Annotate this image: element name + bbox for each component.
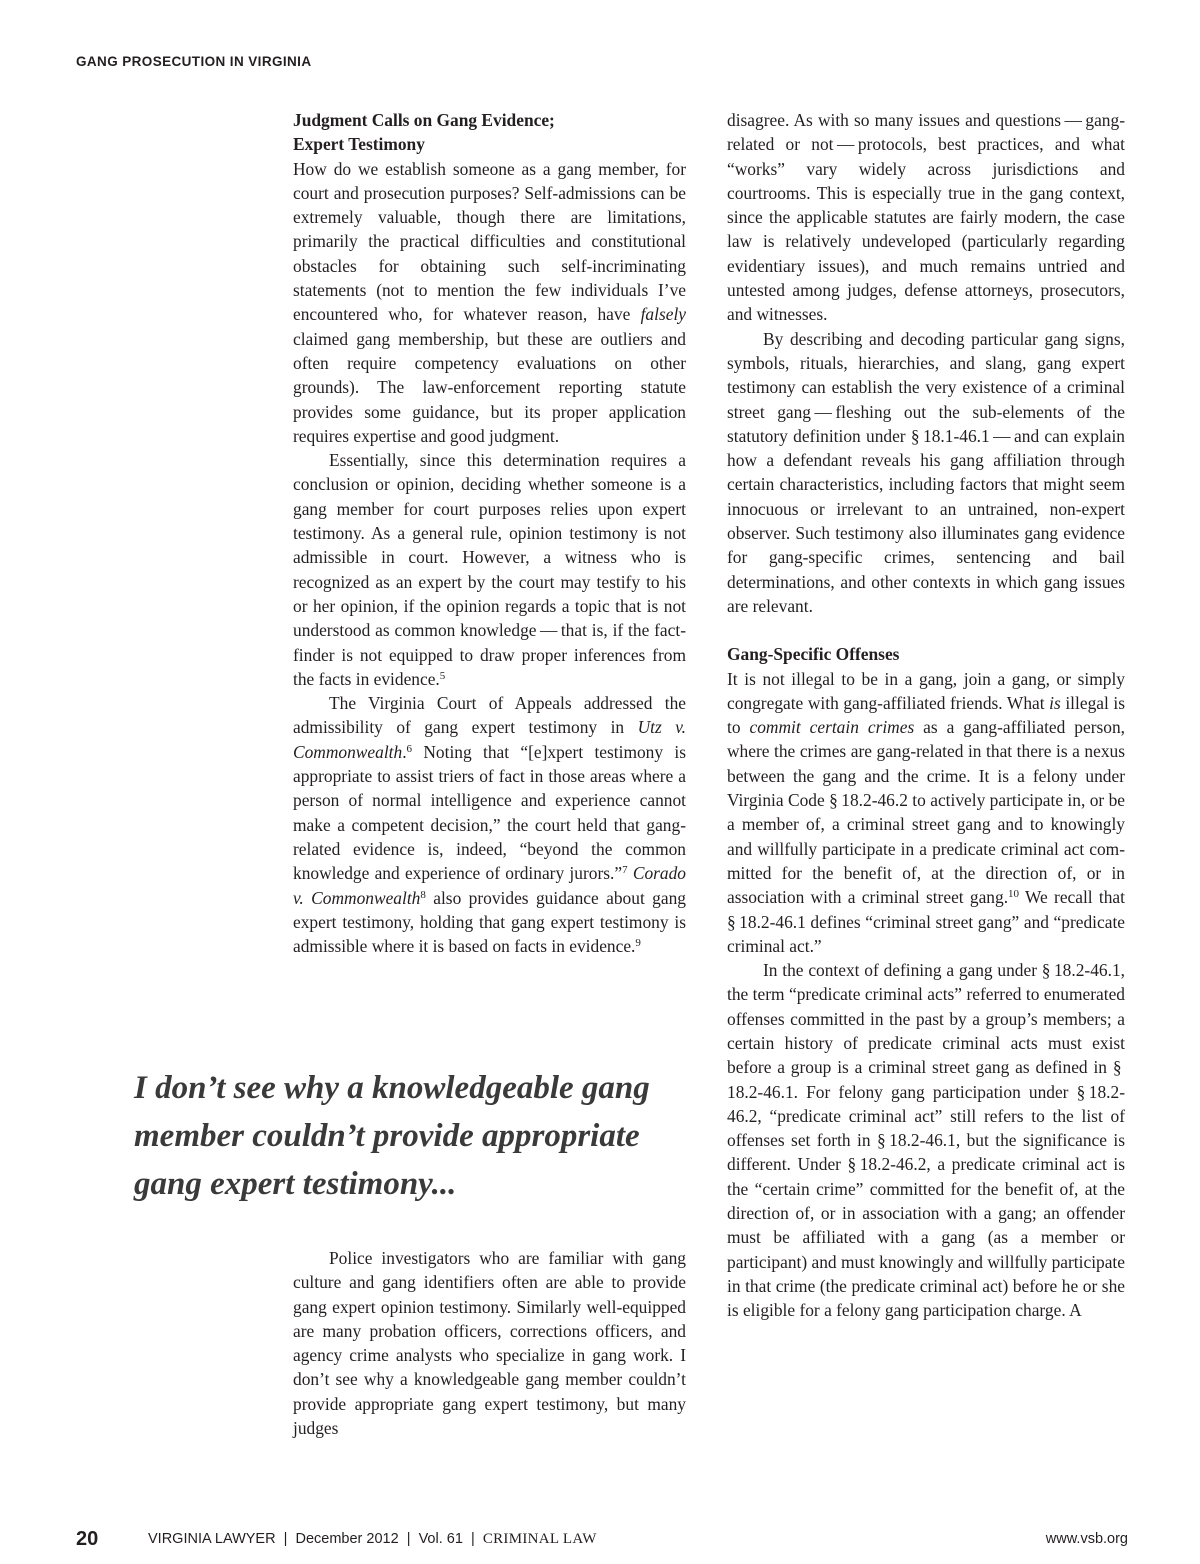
- left-column-top: [293, 108, 686, 958]
- footnote-ref: 9: [635, 937, 641, 950]
- paragraph: In the context of defining a gang under § 18.2-46.1, the term “predicate criminal acts” referred to enumerated offenses committed in the past by a group’s members; a certain history of predicate criminal acts must exist before a group is a criminal street gang as defined in § 18.2-46.1. For felony gang participation under § 18.2-46.2, “predicate criminal act” still refers to the list of offenses set forth in § 18.2-46.1, but the significance is different. Under § 18.2-46.2, a predicate criminal act is the “certain crime” committed for the benefit of, at the direction of, or in association with a gang; an offender must be affiliated with a gang (as a member or participant) and must knowingly and willfully participate in that crime (the predicate criminal act) before he or she is eligible for a felony gang participation charge. A: [727, 960, 1125, 1321]
- footnote-ref: 6: [406, 742, 413, 755]
- page-number: 20: [76, 1528, 99, 1550]
- left-column-bottom: [293, 1246, 686, 1440]
- running-head: GANG PROSECUTION IN VIRGINIA: [76, 54, 312, 69]
- paragraph: Essentially, since this determination requires a conclusion or opinion, deciding whether someone is a gang member for court purposes relies upon expert testimony. As a general rule, opinion testimony is not admissible in court. However, a witness who is recognized as an expert by the court may testify to his or her opinion, if the opinion regards a topic that is not understood as common knowledge — that is, if the fact-finder is not equipped to draw proper inferences from the facts in evidence.$^5$: [293, 450, 686, 689]
- footnote-ref: 5: [439, 669, 446, 682]
- paragraph: It is not illegal to be in a gang, join a gang, or simply congregate with gang-affiliated friends. What is illegal is to commit certain crimes as a gang-affiliated person, where the crimes are gang-related in that there is a nexus between the gang and the crime. It is a felony under Virginia Code § 18.2-46.2 to actively participate in, or be a member of, a criminal street gang and to knowingly and willfully participate in a predicate criminal act committed for the benefit of, at the direction of, or in association with a criminal street gang.$^{10}$ We recall that § 18.2-46.1 defines “criminal street gang” and “predicate criminal act.”: [727, 668, 1125, 956]
- paragraph: Police investigators who are familiar with gang culture and gang identifiers often are able to provide gang expert opinion testimony. Similarly well-equipped are many probation officers, corrections officers, and agency crime analysts who specialize in gang work. I don’t see why a knowledgeable gang member couldn’t provide appropriate gang expert testimony, but many judges: [293, 1248, 686, 1439]
- website-url: www.vsb.org: [1045, 1531, 1128, 1547]
- pull-quote: I don’t see why a knowledgeable gang member couldn’t provide appropriate gang expert testimony...: [134, 1070, 650, 1202]
- case-citation: Corado v. Commonwealth: [293, 863, 686, 908]
- paragraph: The Virginia Court of Appeals addressed the admissibility of gang expert testimony in Utz v. Commonwealth.$^6$ Noting that “[e]xpert testimony is appropriate to assist triers of fact in those areas where a person of normal intelligence and experience cannot make a competent decision,” the court held that gang-related evidence is, indeed, “beyond the common knowledge and experience of ordinary jurors.”$^7$ Corado v. Commonwealth$^8$ also provides guidance about gang expert testimony, holding that gang expert testimony is admissible where it is based on facts in evidence.$^9$: [293, 693, 687, 957]
- right-column: [727, 108, 1125, 1323]
- footnote-ref: 10: [1008, 888, 1020, 901]
- footnote-ref: 8: [420, 888, 426, 901]
- section-name: CRIMINAL LAW: [482, 1531, 597, 1547]
- paragraph: By describing and decoding particular gang signs, symbols, rituals, hierarchies, and slang, gang expert testimony can establish the very existence of a criminal street gang — fleshing out the sub-elements of the statutory definition under § 18.1-46.1 — and can explain how a defendant reveals his gang affiliation through certain characteristics, including factors that might seem innocuous or irrelevant to an untrained, non-expert observer. Such testimony also illuminates gang evidence for gang-specific crimes, sentencing and bail determinations, and other contexts in which gang issues are relevant.: [727, 328, 1125, 616]
- publication-info: VIRGINIA LAWYER | December 2012 | Vol. 61 | CRIMINAL LAW: [148, 1531, 597, 1547]
- footnote-ref: 7: [622, 864, 628, 877]
- case-citation: Utz v. Commonwealth: [293, 717, 687, 762]
- page-footer: [76, 1528, 1128, 1554]
- section-heading-gang-specific-offenses: Gang-Specific Offenses: [727, 644, 900, 665]
- section-heading-expert-testimony: Judgment Calls on Gang Evidence; Expert Testimony: [293, 110, 555, 155]
- paragraph: disagree. As with so many issues and questions — gang-related or not — protocols, best practices, and what “works” vary widely across jurisdictions and courtrooms. This is especially true in the gang context, since the applicable statutes are fairly modern, the case law is relatively undeveloped (particularly regarding evidentiary issues), and much remains untried and untested among judges, defense attorneys, prosecutors, and witnesses.: [727, 110, 1125, 325]
- paragraph: How do we establish someone as a gang member, for court and prosecution purposes? Self-admissions can be extremely valuable, though there are limitations, primarily the practical difficulties and constitutional obstacles for obtaining such self-incriminating statements (not to mention the few individuals I’ve encountered who, for whatever reason, have falsely claimed gang membership, but these are outliers and often require competency evaluations on other grounds). The law-enforcement reporting statute provides some guidance, but its proper application requires expertise and good judgment.: [293, 158, 686, 446]
